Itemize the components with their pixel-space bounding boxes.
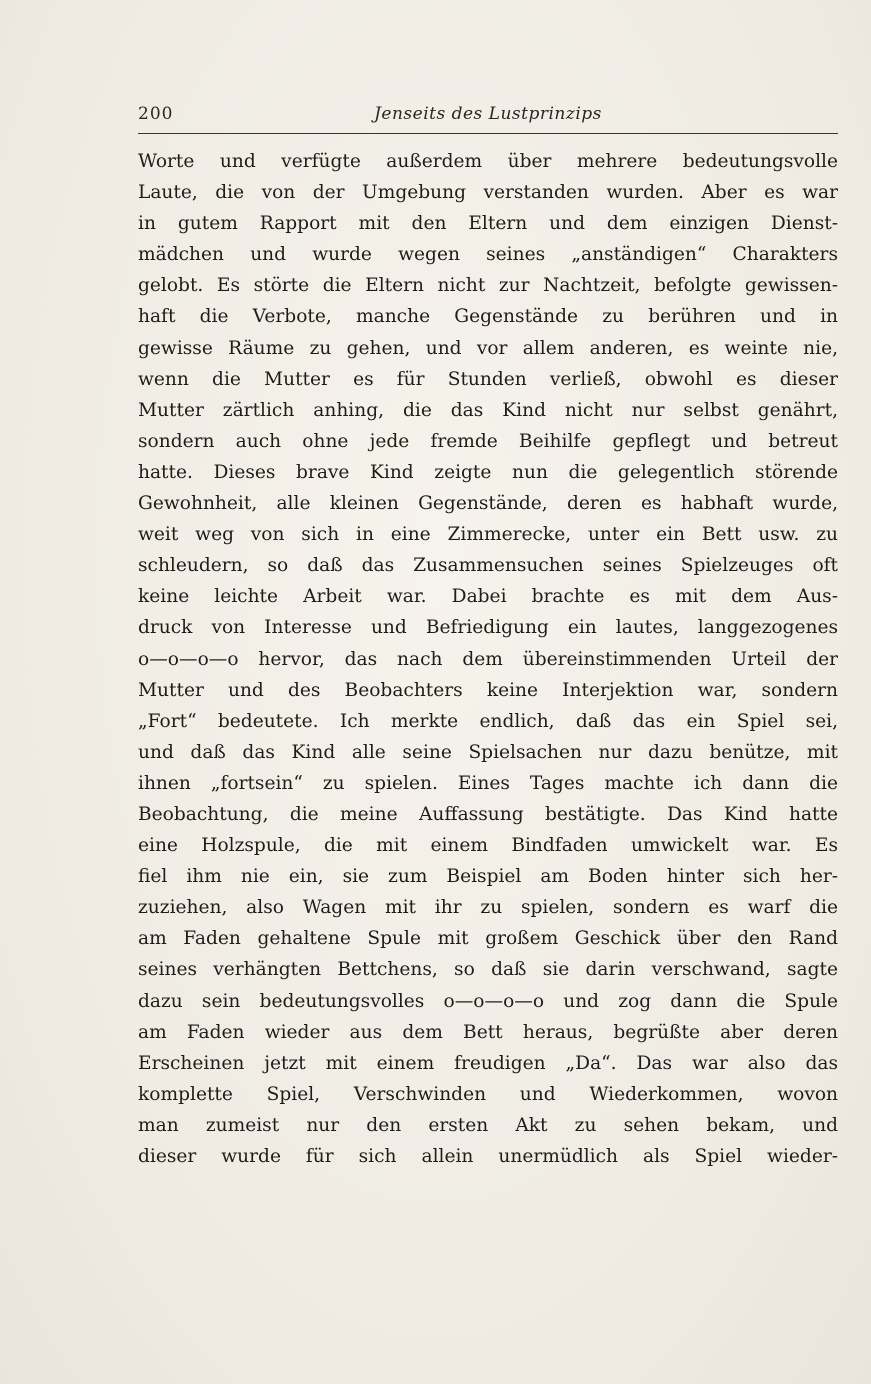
text-line: Laute, die von der Umgebung verstanden wurden. Aber es war	[138, 182, 838, 204]
text-line: Beobachtung, die meine Auffassung bestätigte. Das Kind hatte	[138, 803, 838, 825]
running-title: Jenseits des Lustprinzips	[374, 104, 602, 124]
text-line: weit weg von sich in eine Zimmerecke, unter ein Bett usw. zu	[138, 524, 838, 546]
text-line: Mutter zärtlich anhing, die das Kind nicht nur selbst genährt,	[138, 399, 838, 421]
text-line: wenn die Mutter es für Stunden verließ, obwohl es dieser	[138, 368, 838, 390]
text-line: dieser wurde für sich allein unermüdlich als Spiel wieder-	[138, 1146, 838, 1167]
text-line: ihnen „fortsein“ zu spielen. Eines Tages machte ich dann die	[138, 772, 838, 794]
text-line: zuziehen, also Wagen mit ihr zu spielen, sondern es warf die	[138, 897, 838, 919]
text-line: schleudern, so daß das Zusammensuchen seines Spielzeuges oft	[138, 555, 838, 577]
page-header	[138, 104, 838, 128]
text-line: in gutem Rapport mit den Eltern und dem einzigen Dienst-	[138, 213, 838, 235]
text-line: Gewohnheit, alle kleinen Gegenstände, deren es habhaft wurde,	[138, 493, 838, 515]
body-text	[138, 146, 838, 1172]
text-line: am Faden wieder aus dem Bett heraus, begrüßte aber deren	[138, 1021, 838, 1043]
text-line: „Fort“ bedeutete. Ich merkte endlich, daß das ein Spiel sei,	[138, 710, 838, 732]
text-line: Erscheinen jetzt mit einem freudigen „Da“. Das war also das	[138, 1052, 838, 1074]
text-line: gelobt. Es störte die Eltern nicht zur Nachtzeit, befolgte gewissen-	[138, 275, 838, 297]
text-line: druck von Interesse und Befriedigung ein lautes, langgezogenes	[138, 617, 838, 639]
text-line: komplette Spiel, Verschwinden und Wiederkommen, wovon	[138, 1083, 838, 1105]
text-line: dazu sein bedeutungsvolles o—o—o—o und zog dann die Spule	[138, 990, 838, 1012]
text-line: hatte. Dieses brave Kind zeigte nun die gelegentlich störende	[138, 461, 838, 483]
text-line: Worte und verfügte außerdem über mehrere bedeutungsvolle	[138, 151, 838, 172]
text-line: eine Holzspule, die mit einem Bindfaden umwickelt war. Es	[138, 835, 838, 857]
text-line: man zumeist nur den ersten Akt zu sehen bekam, und	[138, 1114, 838, 1136]
text-line: sondern auch ohne jede fremde Beihilfe gepflegt und betreut	[138, 430, 838, 452]
text-line: am Faden gehaltene Spule mit großem Geschick über den Rand	[138, 928, 838, 950]
text-line: Mutter und des Beobachters keine Interjektion war, sondern	[138, 679, 838, 701]
text-line: mädchen und wurde wegen seines „anständigen“ Charakters	[138, 244, 838, 266]
text-line: gewisse Räume zu gehen, und vor allem anderen, es weinte nie,	[138, 337, 838, 359]
text-line: seines verhängten Bettchens, so daß sie darin verschwand, sagte	[138, 959, 838, 981]
header-rule	[138, 133, 838, 134]
text-line: keine leichte Arbeit war. Dabei brachte es mit dem Aus-	[138, 586, 838, 608]
text-line: o—o—o—o hervor, das nach dem übereinstimmenden Urteil der	[138, 648, 838, 670]
text-line: und daß das Kind alle seine Spielsachen nur dazu benütze, mit	[138, 741, 838, 763]
page-number: 200	[138, 104, 174, 124]
text-line: haft die Verbote, manche Gegenstände zu berühren und in	[138, 306, 838, 328]
text-line: fiel ihm nie ein, sie zum Beispiel am Boden hinter sich her-	[138, 866, 838, 888]
